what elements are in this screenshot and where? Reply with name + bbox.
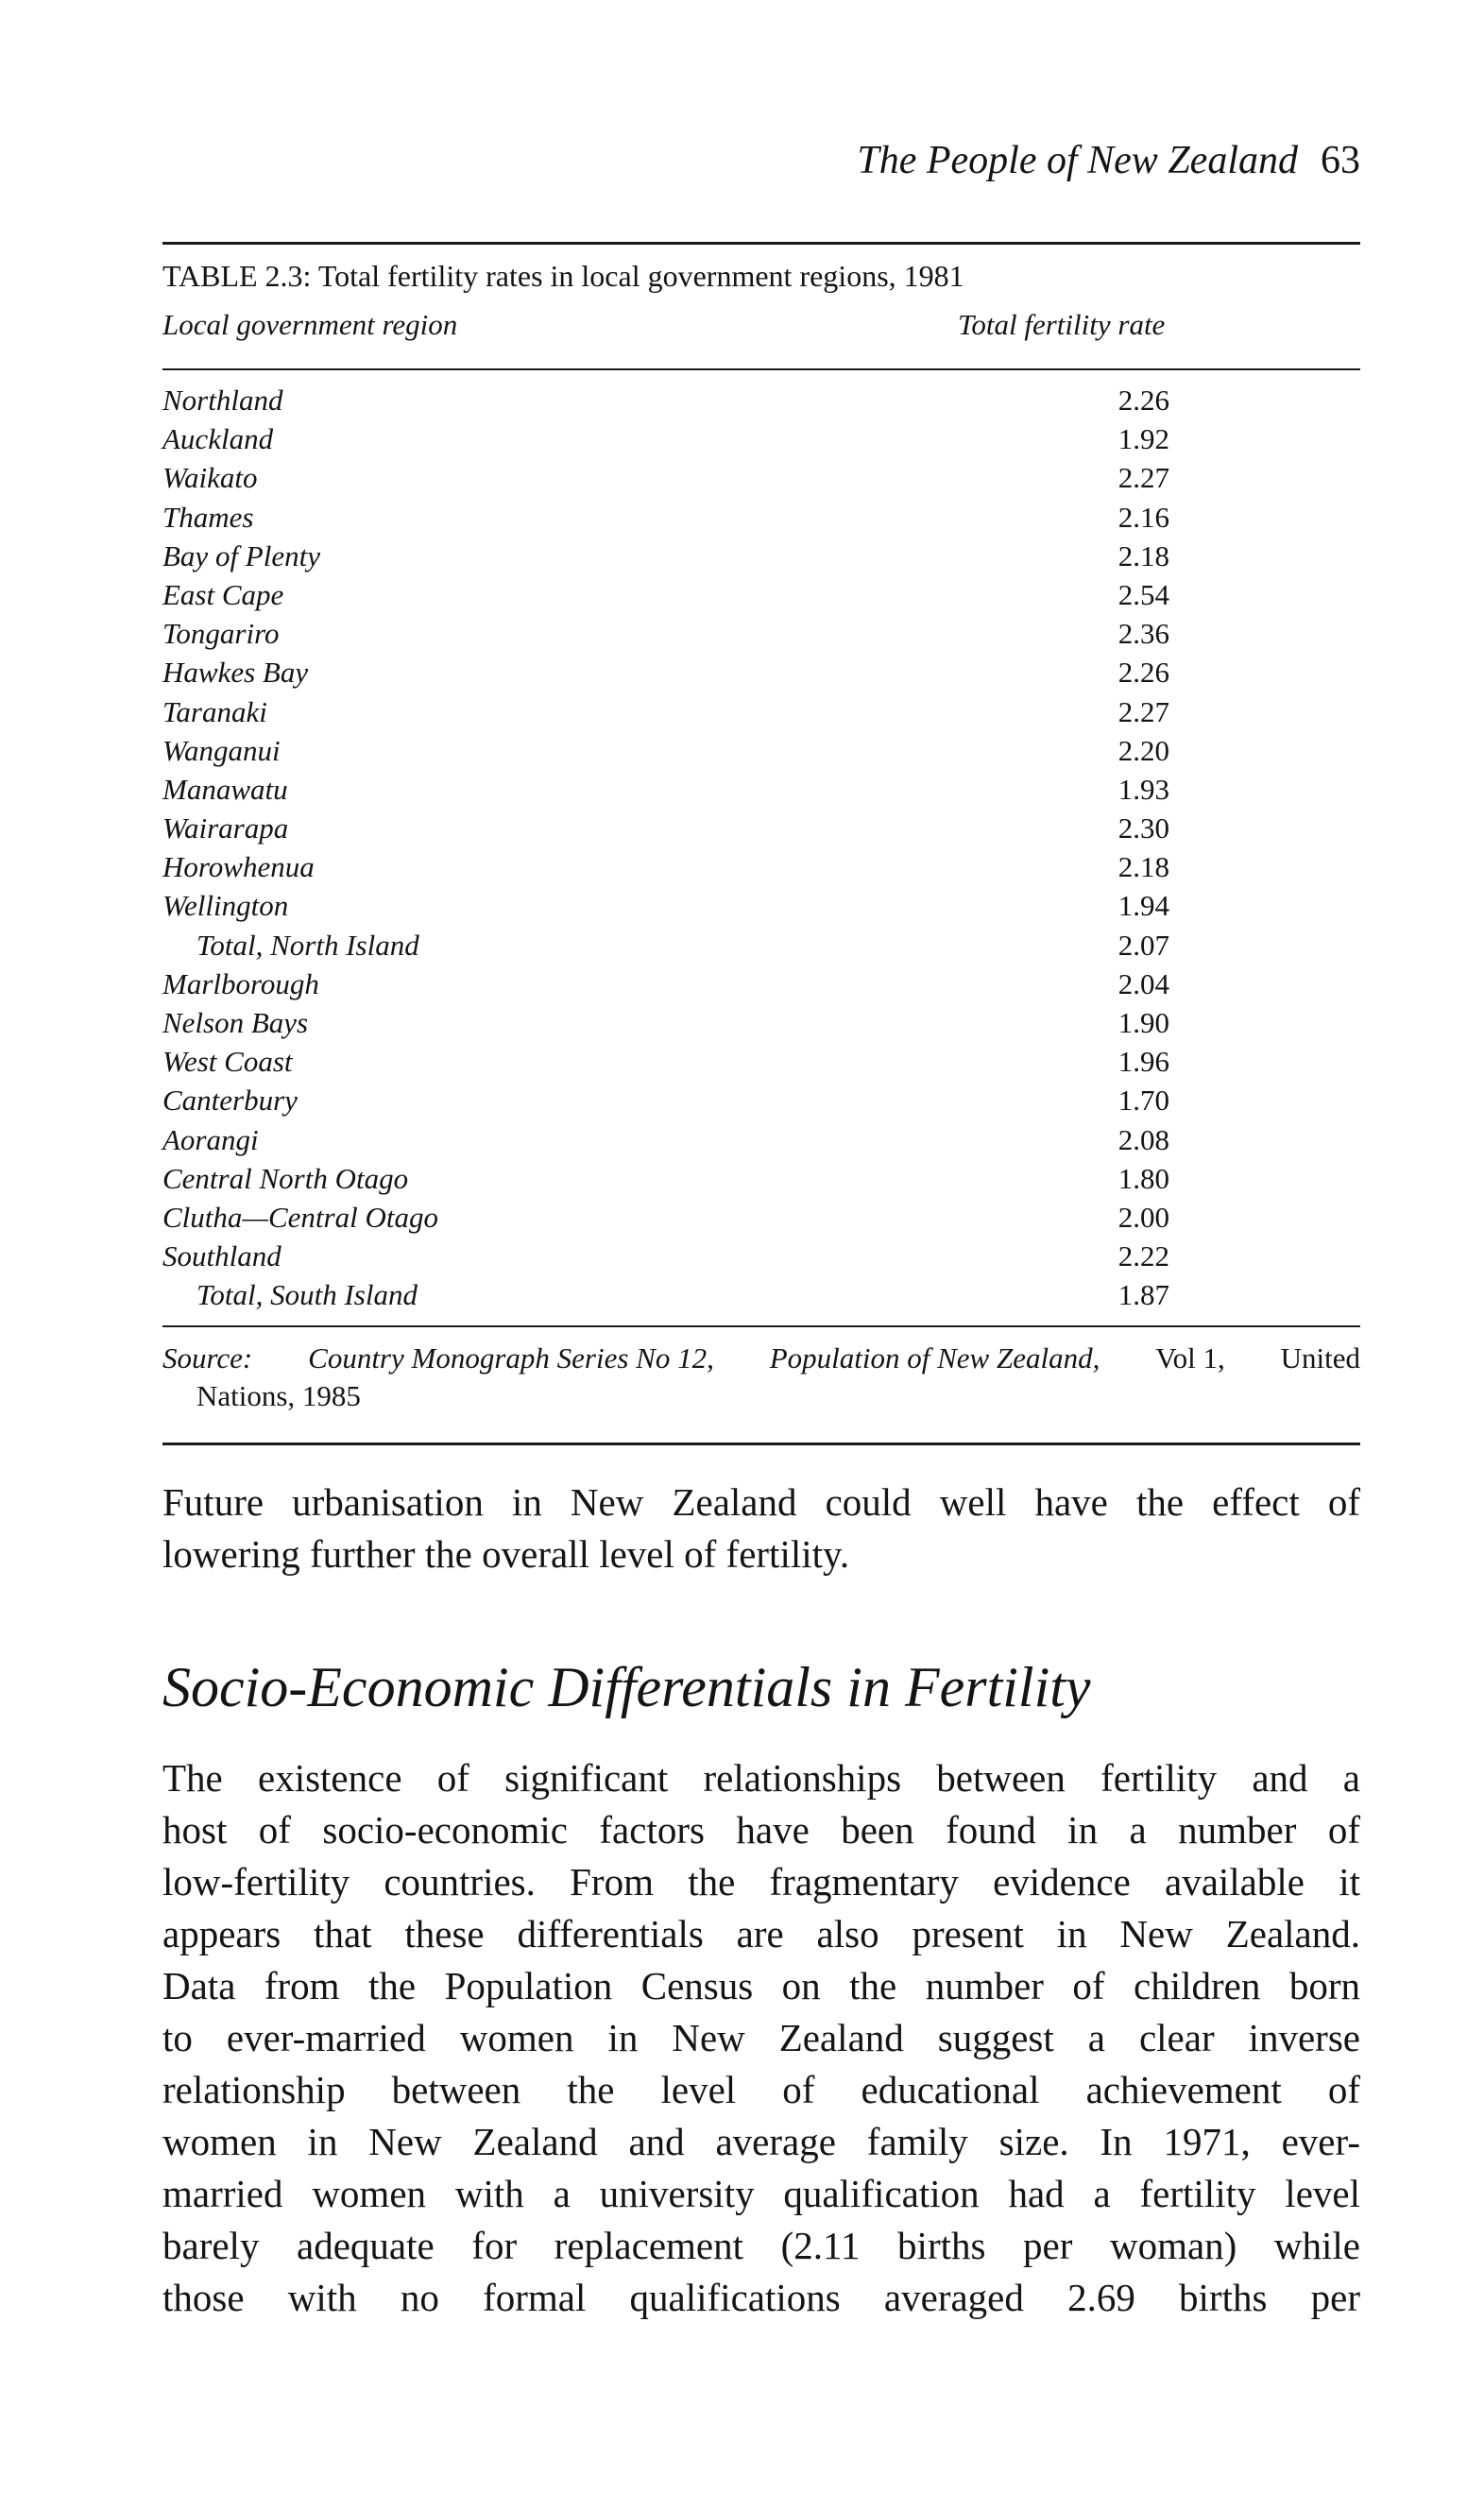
fertility-rate: 1.70 [1117, 1084, 1169, 1118]
table-total-row [162, 1275, 1360, 1314]
fertility-rate: 2.30 [1117, 811, 1169, 845]
table-row [162, 1042, 1360, 1081]
text-line: Data from the Population Census on the number of children born [162, 1964, 1360, 2007]
fertility-rate: 2.36 [1117, 617, 1169, 651]
fertility-rate: 1.87 [1117, 1278, 1169, 1312]
table-row [162, 1081, 1360, 1119]
table-row [162, 1003, 1360, 1042]
fertility-rate: 2.20 [1117, 733, 1169, 767]
fertility-rate: 2.26 [1117, 656, 1169, 690]
table-column-headers [162, 304, 1360, 346]
column-header-region: Local government region [162, 308, 458, 341]
table-top-rule [162, 242, 1360, 245]
region-name: Aorangi [162, 1122, 259, 1156]
fertility-rate: 1.92 [1117, 422, 1169, 456]
fertility-rate: 2.54 [1117, 577, 1169, 611]
fertility-rate: 2.04 [1117, 966, 1169, 1000]
table-source-note [162, 1340, 1360, 1415]
fertility-rate: 1.96 [1117, 1045, 1169, 1079]
text-line: Future urbanisation in New Zealand could well have the effect of [162, 1480, 1360, 1524]
text-line: barely adequate for replacement (2.11 births per woman) while [162, 2224, 1360, 2267]
region-name: Central North Otago [162, 1161, 409, 1195]
text-line: low-fertility countries. From the fragmentary evidence available it [162, 1860, 1360, 1904]
running-header [162, 130, 1360, 191]
fertility-table [162, 381, 1360, 1315]
table-row [162, 692, 1360, 731]
fertility-rate: 2.08 [1117, 1122, 1169, 1156]
source-publisher-a: United [1280, 1341, 1360, 1375]
source-work: Population of New Zealand, [769, 1341, 1100, 1375]
region-name: Horowhenua [162, 850, 315, 884]
region-name: Southland [162, 1239, 281, 1273]
region-name: Marlborough [162, 966, 319, 1000]
region-name: West Coast [162, 1045, 293, 1079]
text-line: to ever-married women in New Zealand suggest a clear inverse [162, 2016, 1360, 2059]
region-name: Manawatu [162, 772, 288, 806]
table-row [162, 847, 1360, 886]
table-row [162, 419, 1360, 458]
text-line: women in New Zealand and average family size. In 1971, ever- [162, 2120, 1360, 2163]
table-row [162, 809, 1360, 847]
region-name: Hawkes Bay [162, 656, 309, 690]
table-bottom-rule [162, 1325, 1360, 1327]
region-name: Waikato [162, 461, 258, 495]
fertility-rate: 2.18 [1117, 850, 1169, 884]
region-name: Nelson Bays [162, 1006, 309, 1039]
region-name: Bay of Plenty [162, 538, 320, 572]
region-name: Taranaki [162, 694, 267, 728]
table-row [162, 537, 1360, 575]
table-row [162, 458, 1360, 497]
region-name: Total, South Island [196, 1278, 418, 1312]
text-line: The existence of significant relationships between fertility and a [162, 1756, 1360, 1800]
fertility-rate: 1.94 [1117, 889, 1169, 923]
region-name: Total, North Island [196, 928, 419, 962]
column-header-rate: Total fertility rate [958, 308, 1166, 341]
fertility-rate: 1.90 [1117, 1006, 1169, 1039]
table-row [162, 1159, 1360, 1198]
fertility-rate: 2.26 [1117, 384, 1169, 417]
fertility-rate: 2.22 [1117, 1239, 1169, 1273]
region-name: Wanganui [162, 733, 281, 767]
paragraph-urbanisation [162, 1477, 1360, 1580]
table-row [162, 653, 1360, 692]
running-title: The People of New Zealand [857, 139, 1298, 182]
region-name: Tongariro [162, 617, 280, 651]
source-volume: Vol 1, [1155, 1341, 1225, 1375]
region-name: Clutha—Central Otago [162, 1200, 438, 1234]
table-row [162, 614, 1360, 653]
table-row [162, 381, 1360, 419]
fertility-rate: 2.16 [1117, 500, 1169, 534]
table-row [162, 498, 1360, 537]
table-end-rule [162, 1443, 1360, 1445]
region-name: Wairarapa [162, 811, 289, 845]
table-row [162, 886, 1360, 925]
fertility-rate: 2.07 [1117, 928, 1169, 962]
region-name: Auckland [162, 422, 274, 456]
section-heading: Socio-Economic Differentials in Fertility [162, 1656, 1091, 1718]
fertility-rate: 2.27 [1117, 694, 1169, 728]
fertility-rate: 2.18 [1117, 538, 1169, 572]
text-line: host of socio-economic factors have been found in a number of [162, 1808, 1360, 1852]
table-row [162, 731, 1360, 770]
fertility-rate: 2.27 [1117, 461, 1169, 495]
text-line: married women with a university qualification had a fertility level [162, 2172, 1360, 2215]
table-caption: TABLE 2.3: Total fertility rates in local government regions, 1981 [162, 259, 964, 293]
table-header-rule [162, 368, 1360, 370]
fertility-rate: 1.93 [1117, 772, 1169, 806]
source-publisher-b: Nations, 1985 [196, 1379, 361, 1412]
region-name: Thames [162, 500, 254, 534]
table-row [162, 1120, 1360, 1159]
source-series: Country Monograph Series No 12, [308, 1341, 714, 1375]
text-line: those with no formal qualifications averaged 2.69 births per [162, 2276, 1360, 2319]
fertility-rate: 1.80 [1117, 1161, 1169, 1195]
text-line: lowering further the overall level of fertility. [162, 1532, 850, 1576]
table-total-row [162, 926, 1360, 965]
region-name: Wellington [162, 889, 289, 923]
page-number: 63 [1321, 139, 1360, 182]
paragraph-socio-economic [162, 1752, 1360, 2324]
table-row [162, 1198, 1360, 1237]
table-row [162, 1237, 1360, 1275]
region-name: East Cape [162, 577, 284, 611]
text-line: relationship between the level of educational achievement of [162, 2068, 1360, 2111]
text-line: appears that these differentials are also present in New Zealand. [162, 1912, 1360, 1955]
table-row [162, 770, 1360, 809]
region-name: Canterbury [162, 1084, 298, 1118]
source-label: Source: [162, 1341, 253, 1375]
fertility-rate: 2.00 [1117, 1200, 1169, 1234]
table-row [162, 965, 1360, 1003]
region-name: Northland [162, 384, 283, 417]
table-row [162, 575, 1360, 614]
